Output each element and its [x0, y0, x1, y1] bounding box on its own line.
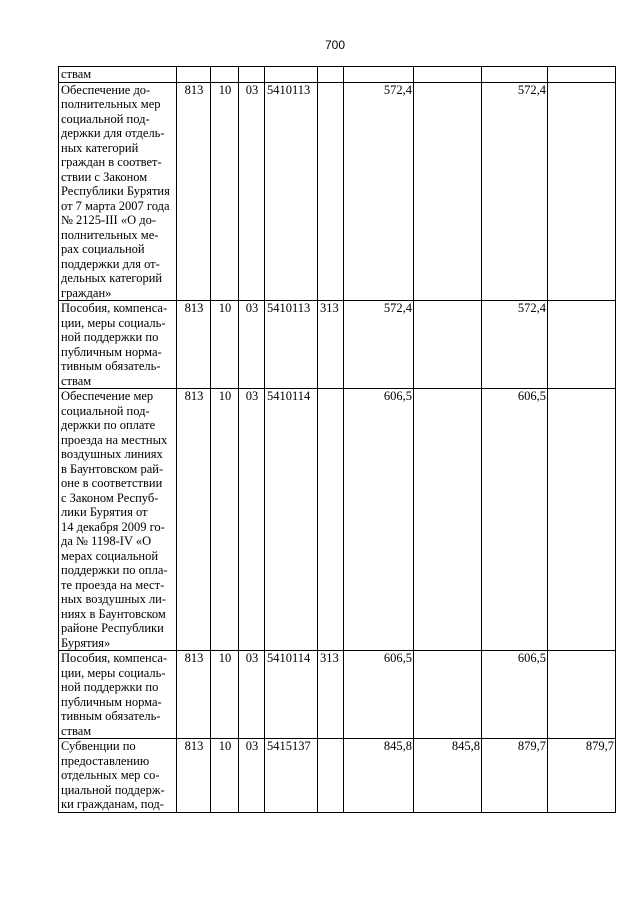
cell-ved-code [177, 67, 211, 83]
cell-subsection: 03 [239, 301, 265, 389]
description-line: районе Республики [61, 621, 164, 635]
cell-target-article: 5410113 [265, 82, 318, 301]
cell-amount-2 [414, 389, 482, 651]
cell-expense-type [318, 67, 344, 83]
cell-target-article: 5410114 [265, 651, 318, 739]
description-line: ниях в Баунтовском [61, 606, 166, 621]
cell-expense-type [318, 389, 344, 651]
cell-subsection: 03 [239, 739, 265, 813]
table-row [59, 651, 616, 739]
description-line: ствии с Законом [61, 169, 148, 184]
description-line: Обеспечение мер [61, 389, 154, 403]
description-line: ной поддержки по [61, 330, 159, 344]
cell-expense-type [318, 739, 344, 813]
cell-section [211, 67, 239, 83]
description-line: в Баунтовском рай- [61, 461, 164, 476]
description-line: Субвенции по [61, 739, 136, 753]
cell-amount-4 [548, 389, 616, 651]
description-line: ствам [61, 723, 92, 738]
description-line: ных воздушных ли- [61, 592, 167, 606]
cell-amount-2 [414, 82, 482, 301]
cell-section: 10 [211, 739, 239, 813]
description-line: от 7 марта 2007 года [61, 198, 170, 213]
cell-subsection: 03 [239, 82, 265, 301]
description-line: циальной поддерж- [61, 782, 165, 797]
cell-amount-1: 845,8 [344, 739, 414, 813]
table-row [59, 67, 616, 83]
description-line: социальной под- [61, 111, 150, 126]
cell-description [59, 301, 177, 389]
cell-section: 10 [211, 389, 239, 651]
cell-description [59, 82, 177, 301]
description-line: ной поддержки по [61, 680, 159, 694]
cell-amount-3: 606,5 [482, 651, 548, 739]
table-row [59, 82, 616, 301]
cell-expense-type: 313 [318, 651, 344, 739]
cell-subsection: 03 [239, 389, 265, 651]
cell-ved-code: 813 [177, 651, 211, 739]
description-line: Бурятия» [61, 635, 111, 650]
cell-amount-3 [482, 67, 548, 83]
cell-subsection [239, 67, 265, 83]
description-line: Пособия, компенса- [61, 651, 168, 665]
description-line: ции, меры социаль- [61, 665, 166, 680]
description-line: воздушных линиях [61, 447, 163, 461]
description-line: тивным обязатель- [61, 359, 161, 373]
description-line: ки гражданам, под- [61, 797, 164, 811]
description-line: предоставлению [61, 753, 150, 768]
description-line: да № 1198-IV «О [61, 534, 152, 548]
page-number: 700 [324, 38, 346, 52]
description-line: тивным обязатель- [61, 709, 161, 723]
description-line: мерах социальной [61, 548, 159, 563]
description-line: держки для отдель- [61, 126, 165, 140]
description-line: Республики Бурятия [61, 184, 170, 198]
cell-amount-4 [548, 67, 616, 83]
cell-expense-type [318, 82, 344, 301]
cell-amount-4 [548, 82, 616, 301]
cell-description [59, 67, 177, 83]
cell-amount-2 [414, 301, 482, 389]
cell-target-article [265, 67, 318, 83]
description-line: с Законом Респуб- [61, 490, 159, 505]
cell-amount-1: 606,5 [344, 389, 414, 651]
cell-amount-4: 879,7 [548, 739, 616, 813]
description-line: ции, меры социаль- [61, 315, 166, 330]
description-line: отдельных мер со- [61, 768, 160, 782]
cell-section: 10 [211, 651, 239, 739]
cell-description [59, 389, 177, 651]
description-line: поддержки по опла- [61, 563, 168, 577]
table-row [59, 739, 616, 813]
cell-expense-type: 313 [318, 301, 344, 389]
description-line: оне в соответствии [61, 476, 163, 490]
table-body [59, 67, 616, 813]
description-line: публичным норма- [61, 344, 162, 359]
table-row [59, 389, 616, 651]
cell-amount-1: 572,4 [344, 82, 414, 301]
cell-amount-2 [414, 651, 482, 739]
description-line: № 2125-III «О до- [61, 213, 157, 227]
description-line: полнительных мер [61, 97, 161, 111]
cell-target-article: 5410114 [265, 389, 318, 651]
description-line: лики Бурятия от [61, 505, 148, 519]
description-line: граждан» [61, 285, 112, 300]
cell-target-article: 5415137 [265, 739, 318, 813]
description-line: те проезда на мест- [61, 577, 165, 592]
cell-ved-code: 813 [177, 389, 211, 651]
cell-section: 10 [211, 301, 239, 389]
cell-ved-code: 813 [177, 739, 211, 813]
cell-amount-1: 572,4 [344, 301, 414, 389]
description-line: публичным норма- [61, 694, 162, 709]
description-line: социальной под- [61, 403, 150, 418]
cell-ved-code: 813 [177, 82, 211, 301]
description-line: дельных категорий [61, 271, 163, 285]
description-line: ных категорий [61, 140, 139, 155]
description-line: Пособия, компенса- [61, 301, 168, 315]
description-line: полнительных ме- [61, 227, 159, 242]
cell-amount-3: 572,4 [482, 82, 548, 301]
description-line: Обеспечение до- [61, 82, 151, 97]
cell-amount-4 [548, 301, 616, 389]
cell-amount-2 [414, 67, 482, 83]
cell-section: 10 [211, 82, 239, 301]
cell-target-article: 5410113 [265, 301, 318, 389]
table-row [59, 301, 616, 389]
cell-amount-3: 606,5 [482, 389, 548, 651]
description-line: 14 декабря 2009 го- [61, 519, 165, 534]
description-line: поддержки для от- [61, 256, 160, 271]
cell-amount-1: 606,5 [344, 651, 414, 739]
description-line: ствам [61, 67, 92, 81]
cell-amount-1 [344, 67, 414, 83]
description-line: рах социальной [61, 242, 145, 256]
cell-description [59, 651, 177, 739]
cell-ved-code: 813 [177, 301, 211, 389]
cell-amount-2: 845,8 [414, 739, 482, 813]
cell-amount-4 [548, 651, 616, 739]
description-line: граждан в соответ- [61, 155, 162, 169]
description-line: держки по оплате [61, 418, 156, 432]
cell-subsection: 03 [239, 651, 265, 739]
budget-table [58, 66, 616, 813]
cell-description [59, 739, 177, 813]
cell-amount-3: 572,4 [482, 301, 548, 389]
description-line: ствам [61, 373, 92, 388]
cell-amount-3: 879,7 [482, 739, 548, 813]
description-line: проезда на местных [61, 432, 168, 447]
